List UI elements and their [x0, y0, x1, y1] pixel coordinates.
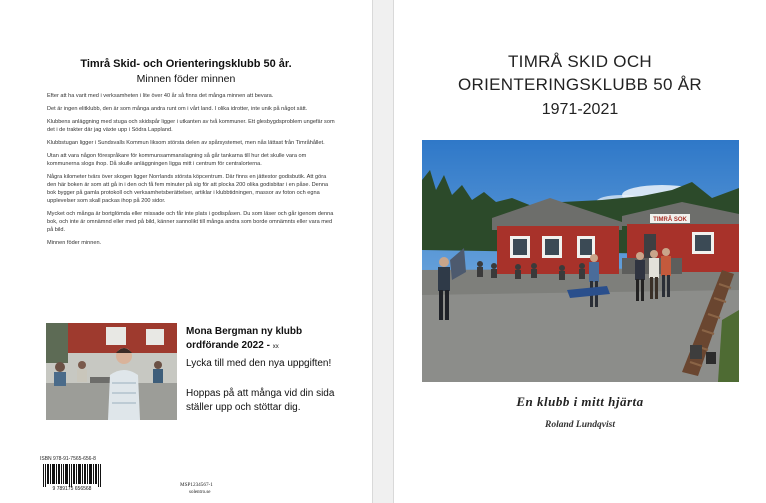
front-title-line1: TIMRÅ SKID OCH: [508, 52, 652, 71]
chair-heading: [186, 325, 346, 354]
chair-photo: [46, 323, 177, 420]
chair-heading-text: Mona Bergman ny klubb ordförande 2022 -: [186, 326, 303, 351]
paragraph: Klubbstugan ligger i Sundsvalls Kommun liksom största delen av spårsystemet, men nås lättast från Timråhållet.: [47, 140, 325, 146]
barcode-number: 9 789175 656568: [52, 486, 92, 492]
paragraph: Minnen föder minnen.: [47, 240, 102, 246]
support-text: Hoppas på att många vid din sida ställer upp och stöttar dig.: [186, 388, 335, 413]
back-body-text: [47, 92, 337, 252]
front-tagline: En klubb i mitt hjärta: [516, 394, 644, 409]
book-spine: [372, 0, 394, 503]
chair-photo-image: [46, 323, 177, 420]
isbn-label: ISBN 978-91-7565-656-8: [40, 456, 96, 462]
paragraph: Efter att ha varit med i verksamheten i lite över 40 år så finns det många minnen att bevara.: [47, 93, 274, 99]
wish-text: Lycka till med den nya uppgiften!: [186, 358, 332, 369]
front-years: 1971-2021: [541, 101, 619, 118]
clubhouse-photo: [422, 140, 739, 382]
back-title: Timrå Skid- och Orienteringsklubb 50 år.: [80, 58, 292, 70]
front-author: Roland Lundqvist: [545, 420, 615, 430]
front-cover: [394, 0, 766, 503]
paragraph: Klubbens anläggning med stuga och skidspår ligger i utkanten av två kommuner. Ett glesbygdsproblem ungefär som det i de trakter där jag växte upp i Södra Lappland.: [47, 119, 335, 133]
back-subtitle: Minnen föder minnen: [136, 73, 236, 85]
publisher-site: solentro.se: [189, 490, 211, 495]
chair-heading-suffix: xx: [272, 344, 279, 350]
paragraph: Några kilometer tvärs över skogen ligger Norrlands största köpcentrum. Där finns en jättestor godisbutik. Att göra den här boken är som att gå in i den och få fem minuter på sig för att plocka 200 olika godisbitar i en påse. Denna bok bygger på gamla protokoll och verksamhetsberättelser, artiklar i klubbtidningen, massor av foton och egna upplevelser som skall packas ihop på 200 sidor.: [47, 174, 329, 204]
clubhouse-sign: TIMRÅ SOK: [653, 217, 687, 223]
msp-code: MSP1234567-1: [180, 482, 213, 488]
clubhouse-photo-image: [422, 140, 739, 382]
paragraph: Utan att vara någon förespråkare för kommunsammanslagning så går tankarna till hur det skulle vara om kommunerna slogs ihop. Då skulle anläggningen ligga mitt i centrum för centralorterna.: [47, 153, 307, 167]
back-cover: [0, 0, 372, 503]
paragraph: Det är ingen elitklubb, den är som många andra runt om i vårt land. I olika idrotter, inte unik på något sätt.: [47, 106, 308, 112]
paragraph: Mycket och många är bortglömda eller missade och får inte plats i godispåsen. Du som läser och går igenom denna bok, och inte är omnämnd eller med på bild, känner sannolikt till många andra som borde omnämnts eller vara med på bild.: [47, 211, 334, 233]
front-title-line2: ORIENTERINGSKLUBB 50 ÅR: [457, 75, 703, 94]
